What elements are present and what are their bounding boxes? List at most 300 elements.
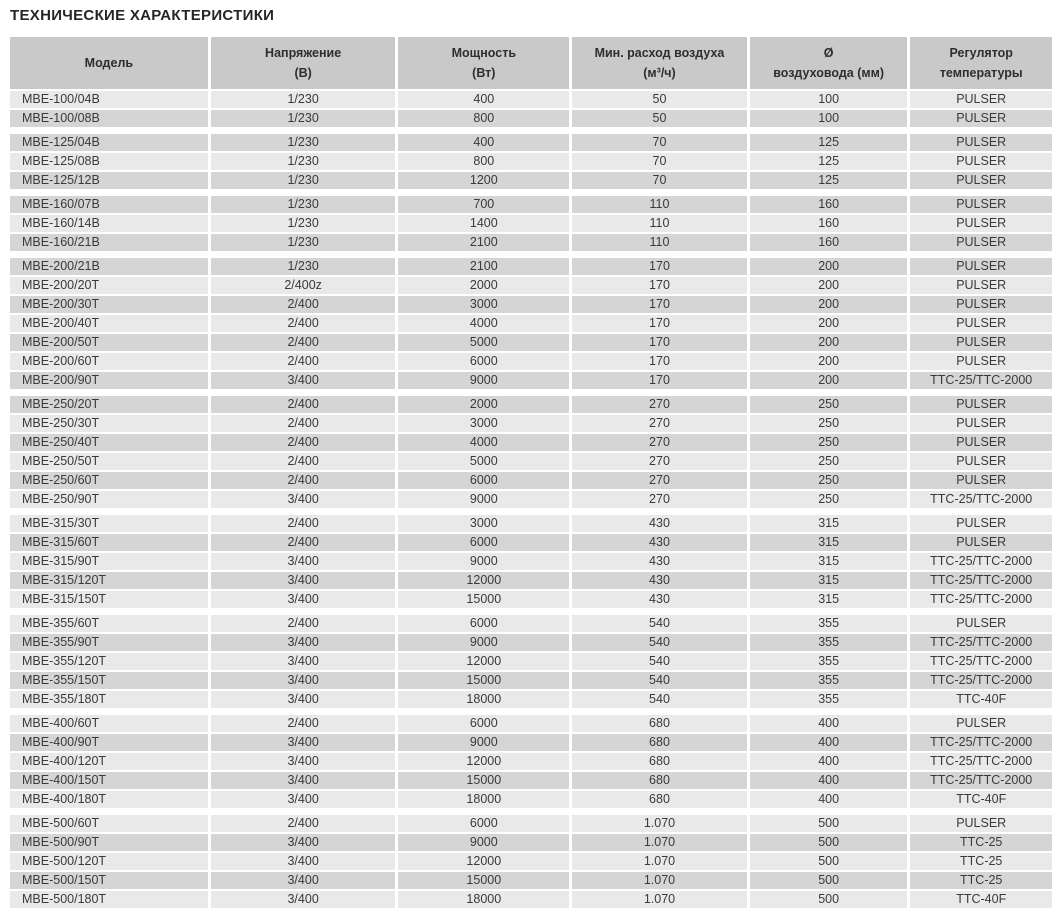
cell-power: 12000	[398, 753, 569, 770]
cell-regulator: PULSER	[910, 215, 1052, 232]
cell-diameter: 200	[750, 296, 908, 313]
cell-voltage: 2/400	[211, 453, 396, 470]
cell-model: MBE-200/60T	[10, 353, 208, 370]
cell-regulator: PULSER	[910, 434, 1052, 451]
header-label: Мощность	[451, 46, 516, 60]
table-row	[10, 110, 1052, 127]
cell-model: MBE-250/40T	[10, 434, 208, 451]
cell-airflow: 1.070	[572, 872, 747, 889]
cell-power: 18000	[398, 891, 569, 908]
cell-voltage: 1/230	[211, 134, 396, 151]
table-row	[10, 258, 1052, 275]
cell-airflow: 540	[572, 634, 747, 651]
cell-regulator: TTC-40F	[910, 791, 1052, 808]
cell-model: MBE-355/60T	[10, 615, 208, 632]
cell-voltage: 2/400	[211, 434, 396, 451]
cell-power: 9000	[398, 491, 569, 508]
cell-diameter: 200	[750, 258, 908, 275]
header-cell-power	[398, 37, 569, 89]
cell-diameter: 100	[750, 110, 908, 127]
cell-regulator: PULSER	[910, 91, 1052, 108]
cell-airflow: 70	[572, 153, 747, 170]
cell-regulator: TTC-25/TTC-2000	[910, 572, 1052, 589]
table-row	[10, 134, 1052, 151]
cell-power: 12000	[398, 653, 569, 670]
cell-voltage: 1/230	[211, 153, 396, 170]
cell-airflow: 110	[572, 234, 747, 251]
cell-diameter: 200	[750, 353, 908, 370]
cell-voltage: 3/400	[211, 591, 396, 608]
header-unit: (м³/ч)	[643, 65, 676, 80]
cell-power: 12000	[398, 572, 569, 589]
table-row	[10, 834, 1052, 851]
cell-power: 700	[398, 196, 569, 213]
cell-diameter: 400	[750, 753, 908, 770]
cell-airflow: 110	[572, 215, 747, 232]
cell-power: 15000	[398, 672, 569, 689]
cell-diameter: 200	[750, 372, 908, 389]
cell-regulator: TTC-40F	[910, 691, 1052, 708]
cell-regulator: PULSER	[910, 453, 1052, 470]
table-row	[10, 334, 1052, 351]
cell-diameter: 250	[750, 415, 908, 432]
cell-voltage: 3/400	[211, 672, 396, 689]
cell-power: 9000	[398, 553, 569, 570]
table-row	[10, 653, 1052, 670]
cell-airflow: 270	[572, 415, 747, 432]
table-row	[10, 172, 1052, 189]
table-row	[10, 234, 1052, 251]
cell-voltage: 2/400	[211, 353, 396, 370]
cell-diameter: 500	[750, 815, 908, 832]
cell-regulator: PULSER	[910, 534, 1052, 551]
cell-voltage: 2/400	[211, 472, 396, 489]
cell-airflow: 270	[572, 434, 747, 451]
cell-airflow: 170	[572, 258, 747, 275]
cell-regulator: TTC-25/TTC-2000	[910, 734, 1052, 751]
cell-model: MBE-355/180T	[10, 691, 208, 708]
cell-model: MBE-160/14B	[10, 215, 208, 232]
cell-voltage: 2/400	[211, 515, 396, 532]
cell-regulator: TTC-25/TTC-2000	[910, 553, 1052, 570]
cell-power: 800	[398, 153, 569, 170]
cell-power: 18000	[398, 791, 569, 808]
cell-regulator: TTC-25/TTC-2000	[910, 634, 1052, 651]
cell-model: MBE-200/40T	[10, 315, 208, 332]
cell-voltage: 3/400	[211, 753, 396, 770]
table-row	[10, 353, 1052, 370]
cell-diameter: 400	[750, 734, 908, 751]
cell-regulator: TTC-25	[910, 872, 1052, 889]
cell-regulator: TTC-25/TTC-2000	[910, 491, 1052, 508]
cell-power: 9000	[398, 634, 569, 651]
cell-power: 6000	[398, 472, 569, 489]
cell-regulator: TTC-25/TTC-2000	[910, 772, 1052, 789]
cell-diameter: 315	[750, 515, 908, 532]
cell-power: 2000	[398, 277, 569, 294]
cell-model: MBE-250/60T	[10, 472, 208, 489]
header-unit: воздуховода (мм)	[773, 65, 885, 80]
cell-power: 6000	[398, 815, 569, 832]
cell-model: MBE-355/150T	[10, 672, 208, 689]
cell-power: 12000	[398, 853, 569, 870]
cell-airflow: 70	[572, 172, 747, 189]
table-row	[10, 853, 1052, 870]
cell-regulator: TTC-25/TTC-2000	[910, 591, 1052, 608]
cell-diameter: 200	[750, 315, 908, 332]
cell-regulator: PULSER	[910, 234, 1052, 251]
cell-regulator: PULSER	[910, 615, 1052, 632]
header-label: Напряжение	[265, 46, 342, 60]
cell-regulator: TTC-25/TTC-2000	[910, 653, 1052, 670]
cell-airflow: 170	[572, 296, 747, 313]
cell-model: MBE-500/90T	[10, 834, 208, 851]
cell-voltage: 3/400	[211, 572, 396, 589]
cell-airflow: 170	[572, 315, 747, 332]
cell-regulator: TTC-25/TTC-2000	[910, 753, 1052, 770]
cell-regulator: PULSER	[910, 353, 1052, 370]
table-row	[10, 734, 1052, 751]
cell-airflow: 270	[572, 453, 747, 470]
cell-regulator: PULSER	[910, 315, 1052, 332]
cell-model: MBE-400/180T	[10, 791, 208, 808]
cell-diameter: 400	[750, 791, 908, 808]
cell-airflow: 270	[572, 491, 747, 508]
cell-model: MBE-500/150T	[10, 872, 208, 889]
cell-power: 3000	[398, 415, 569, 432]
header-label: Мин. расход воздуха	[594, 46, 725, 60]
cell-model: MBE-250/30T	[10, 415, 208, 432]
cell-model: MBE-200/90T	[10, 372, 208, 389]
cell-regulator: TTC-25	[910, 853, 1052, 870]
cell-regulator: PULSER	[910, 277, 1052, 294]
table-row	[10, 515, 1052, 532]
cell-airflow: 540	[572, 615, 747, 632]
cell-model: MBE-125/12B	[10, 172, 208, 189]
cell-power: 1200	[398, 172, 569, 189]
cell-diameter: 355	[750, 691, 908, 708]
table-row	[10, 91, 1052, 108]
cell-model: MBE-355/90T	[10, 634, 208, 651]
cell-voltage: 3/400	[211, 491, 396, 508]
table-header	[10, 37, 1052, 89]
cell-diameter: 500	[750, 891, 908, 908]
cell-power: 5000	[398, 453, 569, 470]
cell-voltage: 2/400	[211, 296, 396, 313]
cell-voltage: 1/230	[211, 215, 396, 232]
cell-model: MBE-250/20T	[10, 396, 208, 413]
cell-voltage: 3/400	[211, 653, 396, 670]
table-row	[10, 296, 1052, 313]
cell-regulator: PULSER	[910, 110, 1052, 127]
cell-diameter: 355	[750, 634, 908, 651]
cell-power: 15000	[398, 872, 569, 889]
cell-airflow: 430	[572, 553, 747, 570]
cell-voltage: 3/400	[211, 691, 396, 708]
table-row	[10, 215, 1052, 232]
cell-airflow: 430	[572, 515, 747, 532]
header-label: Регулятор	[949, 46, 1013, 60]
cell-model: MBE-315/150T	[10, 591, 208, 608]
cell-diameter: 250	[750, 396, 908, 413]
cell-diameter: 250	[750, 491, 908, 508]
cell-diameter: 400	[750, 772, 908, 789]
cell-airflow: 540	[572, 691, 747, 708]
cell-power: 2100	[398, 234, 569, 251]
cell-model: MBE-250/50T	[10, 453, 208, 470]
cell-voltage: 3/400	[211, 772, 396, 789]
cell-regulator: TTC-25	[910, 834, 1052, 851]
cell-voltage: 3/400	[211, 372, 396, 389]
cell-power: 2100	[398, 258, 569, 275]
cell-diameter: 200	[750, 277, 908, 294]
table-row	[10, 277, 1052, 294]
cell-diameter: 200	[750, 334, 908, 351]
cell-airflow: 1.070	[572, 853, 747, 870]
cell-model: MBE-315/30T	[10, 515, 208, 532]
cell-power: 2000	[398, 396, 569, 413]
cell-airflow: 430	[572, 572, 747, 589]
cell-diameter: 160	[750, 196, 908, 213]
cell-voltage: 3/400	[211, 872, 396, 889]
cell-airflow: 1.070	[572, 815, 747, 832]
cell-model: MBE-315/120T	[10, 572, 208, 589]
cell-voltage: 2/400	[211, 415, 396, 432]
cell-power: 3000	[398, 515, 569, 532]
table-row	[10, 753, 1052, 770]
table-row	[10, 472, 1052, 489]
cell-power: 6000	[398, 615, 569, 632]
cell-voltage: 1/230	[211, 258, 396, 275]
cell-airflow: 680	[572, 734, 747, 751]
cell-power: 4000	[398, 434, 569, 451]
cell-power: 4000	[398, 315, 569, 332]
table-row	[10, 534, 1052, 551]
cell-power: 400	[398, 91, 569, 108]
cell-voltage: 2/400	[211, 334, 396, 351]
table-row	[10, 372, 1052, 389]
cell-voltage: 3/400	[211, 891, 396, 908]
cell-power: 5000	[398, 334, 569, 351]
spec-table-body	[10, 91, 1052, 908]
cell-regulator: PULSER	[910, 515, 1052, 532]
cell-diameter: 355	[750, 653, 908, 670]
table-row	[10, 572, 1052, 589]
table-row	[10, 815, 1052, 832]
table-row	[10, 434, 1052, 451]
cell-model: MBE-100/08B	[10, 110, 208, 127]
cell-voltage: 3/400	[211, 834, 396, 851]
header-cell-airflow	[572, 37, 747, 89]
cell-regulator: TTC-25/TTC-2000	[910, 372, 1052, 389]
cell-airflow: 680	[572, 772, 747, 789]
header-unit: (В)	[294, 65, 312, 80]
cell-regulator: PULSER	[910, 296, 1052, 313]
cell-diameter: 250	[750, 434, 908, 451]
cell-airflow: 70	[572, 134, 747, 151]
table-row	[10, 715, 1052, 732]
cell-airflow: 170	[572, 353, 747, 370]
cell-voltage: 1/230	[211, 91, 396, 108]
cell-model: MBE-200/30T	[10, 296, 208, 313]
cell-airflow: 50	[572, 91, 747, 108]
cell-model: MBE-355/120T	[10, 653, 208, 670]
cell-voltage: 2/400	[211, 534, 396, 551]
cell-regulator: PULSER	[910, 134, 1052, 151]
cell-model: MBE-200/20T	[10, 277, 208, 294]
cell-power: 400	[398, 134, 569, 151]
cell-diameter: 160	[750, 234, 908, 251]
table-row	[10, 672, 1052, 689]
cell-airflow: 170	[572, 334, 747, 351]
cell-model: MBE-500/180T	[10, 891, 208, 908]
table-row	[10, 415, 1052, 432]
cell-airflow: 170	[572, 372, 747, 389]
cell-airflow: 270	[572, 472, 747, 489]
cell-power: 9000	[398, 372, 569, 389]
cell-regulator: PULSER	[910, 334, 1052, 351]
cell-model: MBE-500/120T	[10, 853, 208, 870]
cell-model: MBE-250/90T	[10, 491, 208, 508]
cell-voltage: 3/400	[211, 734, 396, 751]
cell-model: MBE-400/120T	[10, 753, 208, 770]
cell-power: 9000	[398, 834, 569, 851]
table-row	[10, 553, 1052, 570]
cell-diameter: 315	[750, 534, 908, 551]
cell-voltage: 3/400	[211, 791, 396, 808]
cell-regulator: PULSER	[910, 415, 1052, 432]
cell-voltage: 1/230	[211, 172, 396, 189]
cell-diameter: 100	[750, 91, 908, 108]
table-row	[10, 691, 1052, 708]
cell-voltage: 2/400	[211, 615, 396, 632]
cell-diameter: 400	[750, 715, 908, 732]
cell-model: MBE-400/60T	[10, 715, 208, 732]
cell-diameter: 500	[750, 853, 908, 870]
cell-airflow: 680	[572, 715, 747, 732]
cell-power: 9000	[398, 734, 569, 751]
table-row	[10, 196, 1052, 213]
cell-airflow: 680	[572, 791, 747, 808]
table-row	[10, 872, 1052, 889]
cell-regulator: PULSER	[910, 258, 1052, 275]
table-row	[10, 615, 1052, 632]
cell-airflow: 170	[572, 277, 747, 294]
cell-diameter: 125	[750, 172, 908, 189]
header-cell-regulator	[910, 37, 1052, 89]
cell-regulator: PULSER	[910, 172, 1052, 189]
cell-airflow: 1.070	[572, 891, 747, 908]
cell-model: MBE-200/50T	[10, 334, 208, 351]
table-row	[10, 591, 1052, 608]
table-row	[10, 772, 1052, 789]
cell-regulator: PULSER	[910, 472, 1052, 489]
cell-diameter: 355	[750, 672, 908, 689]
table-row	[10, 396, 1052, 413]
cell-voltage: 3/400	[211, 853, 396, 870]
cell-airflow: 1.070	[572, 834, 747, 851]
table-row	[10, 791, 1052, 808]
cell-model: MBE-500/60T	[10, 815, 208, 832]
cell-voltage: 2/400z	[211, 277, 396, 294]
spec-table	[10, 37, 1052, 908]
cell-airflow: 50	[572, 110, 747, 127]
table-row	[10, 891, 1052, 908]
cell-model: MBE-100/04B	[10, 91, 208, 108]
cell-model: MBE-125/04B	[10, 134, 208, 151]
cell-voltage: 1/230	[211, 234, 396, 251]
header-cell-model	[10, 37, 208, 89]
cell-model: MBE-400/150T	[10, 772, 208, 789]
cell-airflow: 270	[572, 396, 747, 413]
table-row	[10, 315, 1052, 332]
cell-diameter: 315	[750, 553, 908, 570]
cell-regulator: TTC-25/TTC-2000	[910, 672, 1052, 689]
cell-power: 6000	[398, 353, 569, 370]
cell-airflow: 430	[572, 534, 747, 551]
cell-diameter: 355	[750, 615, 908, 632]
cell-airflow: 110	[572, 196, 747, 213]
cell-voltage: 2/400	[211, 396, 396, 413]
cell-voltage: 2/400	[211, 315, 396, 332]
cell-airflow: 540	[572, 653, 747, 670]
cell-voltage: 3/400	[211, 553, 396, 570]
cell-model: MBE-400/90T	[10, 734, 208, 751]
cell-model: MBE-160/21B	[10, 234, 208, 251]
cell-power: 800	[398, 110, 569, 127]
cell-diameter: 250	[750, 453, 908, 470]
cell-diameter: 500	[750, 872, 908, 889]
cell-diameter: 160	[750, 215, 908, 232]
cell-regulator: PULSER	[910, 196, 1052, 213]
cell-regulator: TTC-40F	[910, 891, 1052, 908]
cell-power: 18000	[398, 691, 569, 708]
table-row	[10, 453, 1052, 470]
cell-diameter: 125	[750, 134, 908, 151]
cell-regulator: PULSER	[910, 153, 1052, 170]
table-row	[10, 491, 1052, 508]
header-cell-voltage	[211, 37, 396, 89]
cell-power: 15000	[398, 772, 569, 789]
cell-voltage: 1/230	[211, 196, 396, 213]
table-row	[10, 634, 1052, 651]
cell-regulator: PULSER	[910, 815, 1052, 832]
cell-diameter: 125	[750, 153, 908, 170]
header-label: температуры	[939, 65, 1023, 80]
cell-diameter: 500	[750, 834, 908, 851]
cell-model: MBE-125/08B	[10, 153, 208, 170]
cell-power: 3000	[398, 296, 569, 313]
table-row	[10, 153, 1052, 170]
page-title: ТЕХНИЧЕСКИЕ ХАРАКТЕРИСТИКИ	[10, 7, 275, 24]
cell-power: 1400	[398, 215, 569, 232]
cell-model: MBE-200/21B	[10, 258, 208, 275]
cell-regulator: PULSER	[910, 396, 1052, 413]
cell-diameter: 315	[750, 572, 908, 589]
cell-diameter: 250	[750, 472, 908, 489]
cell-airflow: 430	[572, 591, 747, 608]
cell-airflow: 540	[572, 672, 747, 689]
cell-diameter: 315	[750, 591, 908, 608]
cell-voltage: 2/400	[211, 815, 396, 832]
cell-power: 6000	[398, 534, 569, 551]
cell-regulator: PULSER	[910, 715, 1052, 732]
header-unit: (Вт)	[472, 65, 496, 80]
cell-voltage: 3/400	[211, 634, 396, 651]
diameter-symbol: Ø	[823, 46, 834, 60]
cell-power: 15000	[398, 591, 569, 608]
cell-model: MBE-315/90T	[10, 553, 208, 570]
